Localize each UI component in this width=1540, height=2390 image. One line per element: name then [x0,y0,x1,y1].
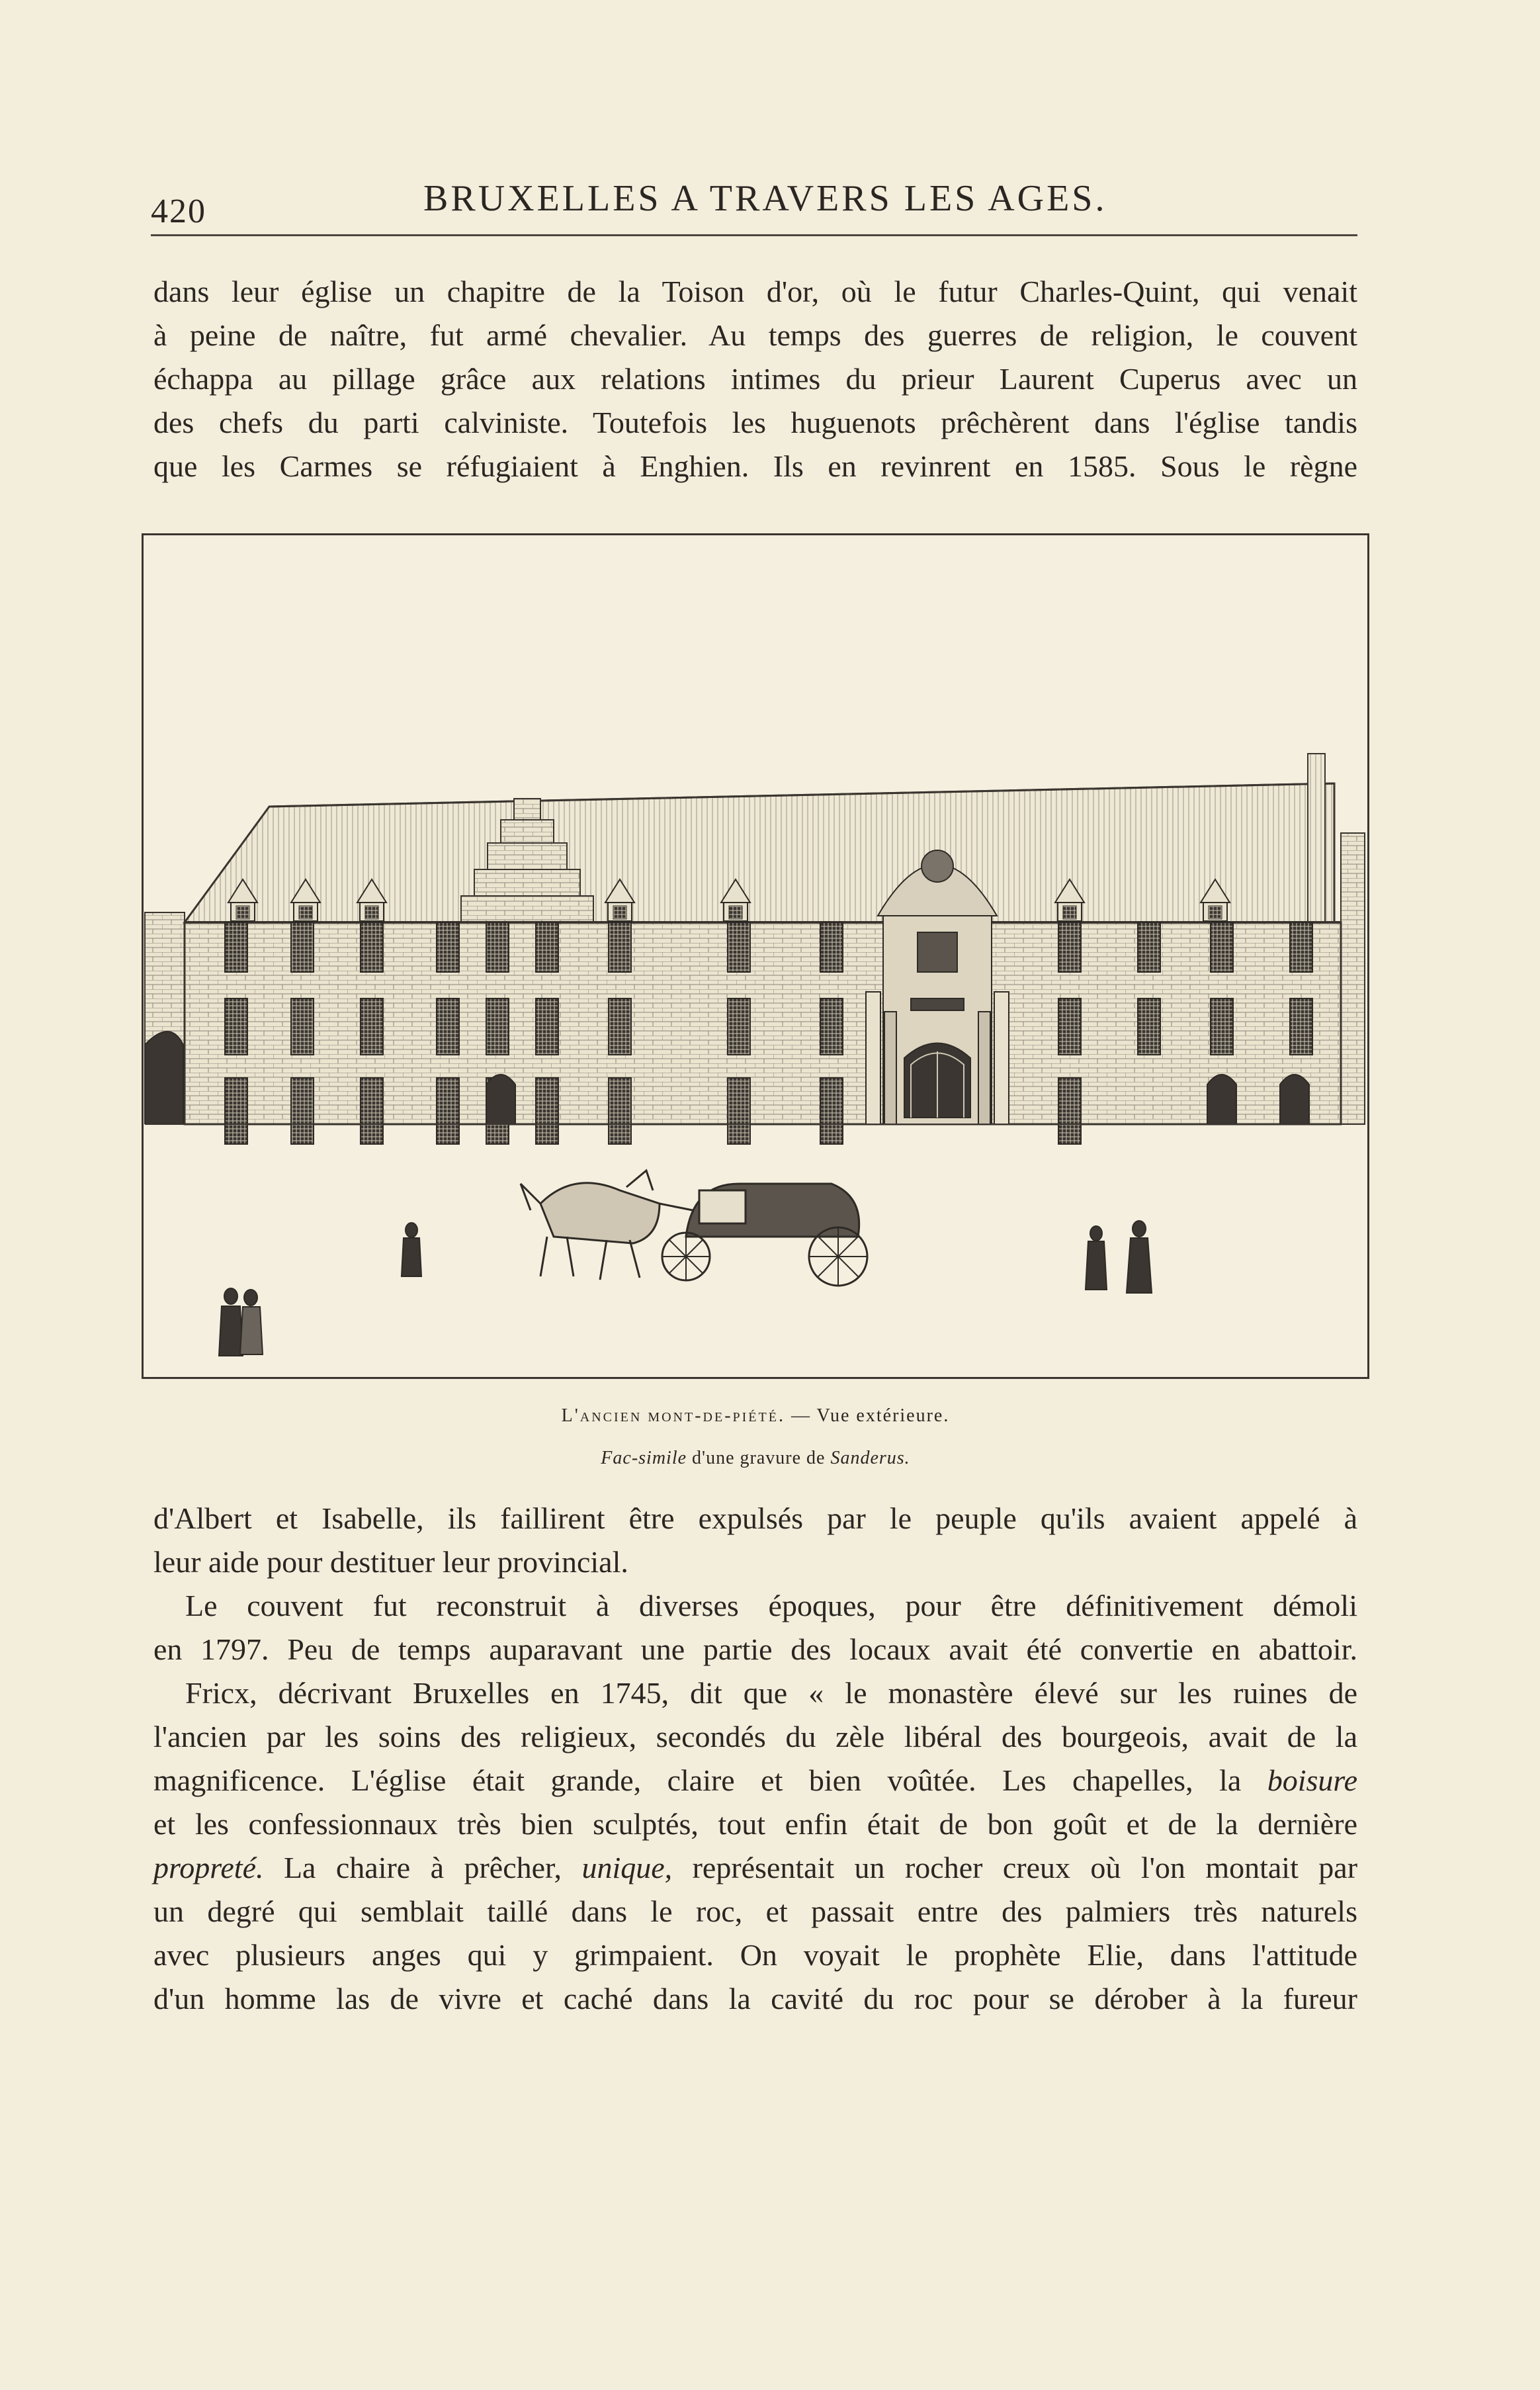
caption-title-suffix: — Vue extérieure. [791,1405,950,1426]
engraving-illustration [142,533,1369,1379]
text-line: Fricx, décrivant Bruxelles en 1745, dit que « le monastère élevé sur les ruines de [185,1676,1357,1710]
caption-source-mid: d'une gravure de [692,1448,826,1468]
text-line: des chefs du parti calviniste. Toutefois les huguenots prêchèrent dans l'église tandis [153,406,1357,439]
page-number: 420 [151,193,206,230]
text-segment: représentait un rocher creux où l'on montait par [692,1851,1358,1884]
text-line: d'un homme las de vivre et caché dans la cavité du roc pour se dérober à la fureur [153,1982,1357,2015]
text-line: avec plusieurs anges qui y grimpaient. On voyait le prophète Elie, dans l'attitude [153,1938,1357,1972]
text-line: dans leur église un chapitre de la Toison d'or, où le futur Charles-Quint, qui venait [153,275,1357,308]
text-segment: La chaire à prêcher, [283,1851,562,1884]
caption-title-first: L'ancien [561,1405,642,1426]
running-title: BRUXELLES A TRAVERS LES AGES. [423,178,1107,219]
text-line: d'Albert et Isabelle, ils faillirent être expulsés par le peuple qu'ils avaient appelé à [153,1501,1357,1535]
figure-caption-source [153,1448,1357,1469]
text-line [153,1759,1357,1802]
bottom-paragraphs [153,1497,1357,2021]
top-paragraph [153,270,1357,488]
header-rule [151,234,1357,236]
text-line: l'ancien par les soins des religieux, secondés du zèle libéral des bourgeois, avait de la [153,1720,1357,1753]
caption-source-italic-2: Sanderus. [830,1448,910,1468]
caption-title-rest: mont-de-piété. [648,1405,785,1426]
text-segment: magnificence. L'église était grande, claire et bien voûtée. Les chapelles, la [153,1763,1242,1797]
engraving-building-facade [144,535,1367,1377]
text-italic: propreté. [153,1851,264,1884]
text-line: Le couvent fut reconstruit à diverses époques, pour être définitivement démoli [185,1589,1357,1622]
text-line: que les Carmes se réfugiaient à Enghien. Ils en revinrent en 1585. Sous le règne [153,449,1357,483]
text-line: en 1797. Peu de temps auparavant une partie des locaux avait été convertie en abattoir. [153,1632,1357,1666]
text-line: échappa au pillage grâce aux relations intimes du prieur Laurent Cuperus avec un [153,362,1357,396]
text-italic: unique, [581,1851,673,1884]
text-line: un degré qui semblait taillé dans le roc, et passait entre des palmiers très naturels [153,1894,1357,1928]
text-line: et les confessionnaux très bien sculptés, tout enfin était de bon goût et de la dernière [153,1807,1357,1841]
text-italic: boisure [1267,1763,1358,1797]
text-line: à peine de naître, fut armé chevalier. Au temps des guerres de religion, le couvent [153,318,1357,352]
text-line [153,1846,1357,1890]
caption-source-italic-1: Fac-simile [601,1448,687,1468]
figure-caption-title [153,1405,1357,1427]
text-line: leur aide pour destituer leur provincial. [153,1545,628,1579]
